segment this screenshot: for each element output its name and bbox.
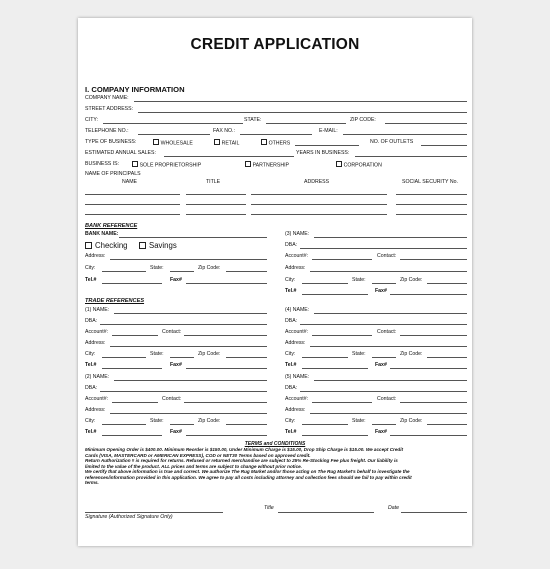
trade-account-field[interactable]	[112, 402, 158, 403]
trade-contact-field[interactable]	[400, 402, 467, 403]
checkbox-icon[interactable]	[153, 139, 159, 145]
trade-address-label: Address:	[85, 340, 106, 346]
checkbox-icon[interactable]	[85, 242, 92, 249]
trade-contact-field[interactable]	[184, 402, 267, 403]
annual-sales-field[interactable]	[164, 156, 294, 157]
bank-fax-label: Fax#	[170, 277, 182, 283]
principal-field[interactable]	[396, 214, 467, 215]
trade-state-label: State:	[150, 418, 164, 424]
zip-label: ZIP CODE:	[350, 117, 376, 123]
trade-zip-label: Zip Code:	[400, 351, 423, 357]
email-field[interactable]	[343, 134, 467, 135]
telephone-label: TELEPHONE NO.:	[85, 128, 129, 134]
trade-city-field[interactable]	[102, 357, 146, 358]
bank-name-label: BANK NAME:	[85, 231, 119, 237]
outlets-label: NO. OF OUTLETS	[370, 139, 414, 145]
ref3-tel-field[interactable]	[302, 294, 368, 295]
street-address-label: STREET ADDRESS:	[85, 106, 134, 112]
ref3-account-label: Account#:	[285, 253, 309, 259]
trade-account-label: Account#:	[285, 329, 309, 335]
trade-city-label: City:	[85, 418, 96, 424]
principal-field[interactable]	[251, 204, 387, 205]
ref3-zip-label: Zip Code:	[400, 277, 423, 283]
title-field[interactable]	[278, 512, 374, 513]
trade-address-label: Address:	[285, 340, 306, 346]
email-label: E-MAIL:	[319, 128, 338, 134]
trade-tel-field[interactable]	[102, 368, 162, 369]
trade-state-label: State:	[150, 351, 164, 357]
principal-field[interactable]	[186, 194, 246, 195]
trade-tel-label: Tel.#	[285, 362, 297, 368]
trade-name-field[interactable]	[114, 380, 267, 381]
bank-name-field[interactable]	[119, 237, 267, 238]
business-type-label: TYPE OF BUSINESS:	[85, 139, 137, 145]
principal-col-ssn: SOCIAL SECURITY No.	[402, 179, 458, 185]
trade-state-field[interactable]	[170, 357, 194, 358]
terms-line: terms.	[85, 480, 99, 485]
trade-state-field[interactable]	[372, 357, 396, 358]
ref3-tel-label: Tel.#	[285, 288, 297, 294]
trade-name-label: (1) NAME:	[85, 307, 110, 313]
principal-field[interactable]	[186, 214, 246, 215]
trade-zip-field[interactable]	[226, 357, 267, 358]
terms-line: limited to the value of the product. ALL prices and terms are subject to change without prior notice.	[85, 463, 302, 469]
ref3-name-field[interactable]	[314, 237, 467, 238]
trade-dba-label: DBA:	[285, 318, 298, 324]
signature-field[interactable]	[85, 512, 223, 513]
trade-state-field[interactable]	[170, 424, 194, 425]
ref3-name-label: (3) NAME:	[285, 231, 310, 237]
trade-address-field[interactable]	[110, 346, 267, 347]
bank-state-field[interactable]	[170, 271, 194, 272]
trade-city-label: City:	[285, 418, 296, 424]
trade-fax-label: Fax#	[170, 429, 182, 435]
trade-city-label: City:	[85, 351, 96, 357]
trade-tel-label: Tel.#	[85, 362, 97, 368]
company-section-heading: I. COMPANY INFORMATION	[85, 85, 185, 94]
trade-name-label: (2) NAME:	[85, 374, 110, 380]
ref3-dba-field[interactable]	[300, 248, 467, 249]
trade-zip-field[interactable]	[226, 424, 267, 425]
bank-address-field[interactable]	[110, 259, 267, 260]
trade-account-field[interactable]	[312, 335, 372, 336]
trade-city-field[interactable]	[102, 424, 146, 425]
telephone-field[interactable]	[138, 134, 210, 135]
city-label: CITY:	[85, 117, 98, 123]
principal-field[interactable]	[85, 204, 180, 205]
trade-references-heading: TRADE REFERENCES	[85, 298, 145, 304]
trade-name-label: (4) NAME:	[285, 307, 310, 313]
bank-city-field[interactable]	[102, 271, 146, 272]
bank-tel-field[interactable]	[102, 283, 162, 284]
bank-fax-field[interactable]	[186, 283, 267, 284]
trade-fax-label: Fax#	[170, 362, 182, 368]
bank-address-label: Address:	[85, 253, 106, 259]
checkbox-icon[interactable]	[336, 161, 342, 167]
trade-account-field[interactable]	[312, 402, 372, 403]
trade-fax-label: Fax#	[375, 362, 387, 368]
trade-dba-field[interactable]	[100, 324, 267, 325]
city-field[interactable]	[103, 123, 243, 124]
trade-zip-field[interactable]	[427, 424, 467, 425]
terms-line: Return Authorization # is required for returns. Refused or returned merchandise are subject to 25% Re-Stocking Fee plus freight. Our liability is	[85, 458, 398, 463]
principal-field[interactable]	[396, 204, 467, 205]
ref3-state-field[interactable]	[372, 283, 396, 284]
trade-address-field[interactable]	[110, 413, 267, 414]
principal-field[interactable]	[396, 194, 467, 195]
ref3-address-label: Address:	[285, 265, 306, 271]
trade-name-field[interactable]	[114, 313, 267, 314]
savings-option[interactable]: Savings	[139, 241, 177, 250]
ref3-city-field[interactable]	[302, 283, 348, 284]
fax-label: FAX NO.:	[213, 128, 235, 134]
checkbox-icon[interactable]	[139, 242, 146, 249]
bank-reference-heading: BANK REFERENCE	[85, 223, 138, 229]
annual-sales-label: ESTIMATED ANNUAL SALES:	[85, 150, 156, 156]
company-name-label: COMPANY NAME:	[85, 95, 129, 101]
terms-line: We certify that above information is true and correct. We authorize The Rug Market and/or those acting on The Rug Market's behalf to investigate the	[85, 469, 410, 474]
trade-dba-field[interactable]	[100, 391, 267, 392]
trade-fax-field[interactable]	[186, 368, 267, 369]
outlets-field[interactable]	[421, 145, 467, 146]
retail-option[interactable]: RETAIL	[214, 139, 239, 146]
terms-heading: TERMS and CONDITIONS	[244, 441, 306, 447]
ref3-contact-field[interactable]	[400, 259, 467, 260]
fax-field[interactable]	[240, 134, 312, 135]
date-label: Date	[388, 505, 399, 511]
terms-line: references/information provided in this application. We agree to pay all costs including attorney and collection fees should we fail to pay within credit	[85, 474, 412, 480]
trade-contact-label: Contact:	[377, 329, 397, 335]
terms-line: Cards (VISA, MASTERCARD or AMERICAN EXPRESS), COD or NET30 Terms based on approved credit.	[85, 452, 311, 458]
principal-col-name: NAME	[122, 179, 137, 185]
bank-tel-label: Tel.#	[85, 277, 97, 283]
principal-field[interactable]	[251, 194, 387, 195]
trade-tel-field[interactable]	[302, 368, 368, 369]
bank-state-label: State:	[150, 265, 164, 271]
page-title: CREDIT APPLICATION	[190, 36, 360, 53]
trade-address-field[interactable]	[310, 346, 467, 347]
ref3-state-label: State:	[352, 277, 366, 283]
checkbox-icon[interactable]	[261, 139, 267, 145]
trade-name-label: (5) NAME:	[285, 374, 310, 380]
trade-contact-label: Contact:	[162, 396, 182, 402]
partnership-option[interactable]: PARTNERSHIP	[245, 161, 289, 168]
trade-city-label: City:	[285, 351, 296, 357]
signature-label: Signature (Authorized Signature Only)	[85, 514, 173, 520]
trade-name-field[interactable]	[314, 313, 467, 314]
principal-field[interactable]	[85, 214, 180, 215]
ref3-city-label: City:	[285, 277, 296, 283]
trade-fax-field[interactable]	[390, 435, 467, 436]
years-label: YEARS IN BUSINESS:	[296, 150, 350, 156]
ref3-dba-label: DBA:	[285, 242, 298, 248]
street-address-field[interactable]	[138, 112, 467, 113]
trade-fax-label: Fax#	[375, 429, 387, 435]
principal-field[interactable]	[186, 204, 246, 205]
trade-contact-field[interactable]	[184, 335, 267, 336]
principal-col-address: ADDRESS	[304, 179, 330, 185]
principal-field[interactable]	[251, 214, 387, 215]
trade-account-label: Account#:	[85, 329, 109, 335]
trade-city-field[interactable]	[302, 424, 348, 425]
trade-zip-field[interactable]	[427, 357, 467, 358]
ref3-contact-label: Contact:	[377, 253, 397, 259]
terms-line: Minimum Opening Order is $400.00. Minimum Reorder is $150.00, Under Minimum Charge is $15.00, Drop Ship Charge is $15.00. We accept Credit	[85, 447, 404, 452]
corporation-option[interactable]: CORPORATION	[336, 161, 382, 168]
trade-account-label: Account#:	[85, 396, 109, 402]
others-option[interactable]: OTHERS	[261, 139, 290, 146]
checking-option[interactable]: Checking	[85, 241, 128, 250]
terms-block	[85, 447, 412, 486]
trade-address-label: Address:	[285, 407, 306, 413]
trade-tel-field[interactable]	[102, 435, 162, 436]
checkbox-icon[interactable]	[214, 139, 220, 145]
state-label: STATE:	[244, 117, 262, 123]
trade-contact-label: Contact:	[162, 329, 182, 335]
credit-application-form	[78, 18, 472, 546]
zip-field[interactable]	[385, 123, 467, 124]
trade-zip-label: Zip Code:	[400, 418, 423, 424]
trade-dba-label: DBA:	[85, 385, 98, 391]
trade-tel-label: Tel.#	[285, 429, 297, 435]
bank-zip-label: Zip Code:	[198, 265, 221, 271]
trade-state-label: State:	[352, 418, 366, 424]
trade-tel-label: Tel.#	[85, 429, 97, 435]
ref3-fax-label: Fax#	[375, 288, 387, 294]
principal-field[interactable]	[85, 194, 180, 195]
years-field[interactable]	[355, 156, 467, 157]
trade-address-field[interactable]	[310, 413, 467, 414]
ref3-address-field[interactable]	[310, 271, 467, 272]
sole-proprietorship-option[interactable]: SOLE PROPRIETORSHIP	[132, 161, 201, 168]
trade-tel-field[interactable]	[302, 435, 368, 436]
state-field[interactable]	[266, 123, 346, 124]
ref3-zip-field[interactable]	[427, 283, 467, 284]
trade-address-label: Address:	[85, 407, 106, 413]
others-field[interactable]	[295, 145, 359, 146]
checkbox-icon[interactable]	[245, 161, 251, 167]
trade-dba-field[interactable]	[300, 324, 467, 325]
trade-zip-label: Zip Code:	[198, 418, 221, 424]
title-label: Title	[264, 505, 274, 511]
trade-fax-field[interactable]	[390, 368, 467, 369]
bank-zip-field[interactable]	[226, 271, 267, 272]
trade-account-label: Account#:	[285, 396, 309, 402]
business-is-label: BUSINESS IS:	[85, 161, 120, 167]
trade-fax-field[interactable]	[186, 435, 267, 436]
date-field[interactable]	[401, 512, 467, 513]
principals-label: NAME OF PRINCIPALS	[85, 171, 141, 177]
ref3-fax-field[interactable]	[390, 294, 467, 295]
principal-col-title: TITLE	[206, 179, 221, 185]
checkbox-icon[interactable]	[132, 161, 138, 167]
trade-dba-field[interactable]	[300, 391, 467, 392]
wholesale-option[interactable]: WHOLESALE	[153, 139, 193, 146]
company-name-field[interactable]	[134, 101, 467, 102]
ref3-account-field[interactable]	[312, 259, 372, 260]
trade-account-field[interactable]	[112, 335, 158, 336]
trade-contact-label: Contact:	[377, 396, 397, 402]
trade-zip-label: Zip Code:	[198, 351, 221, 357]
trade-dba-label: DBA:	[285, 385, 298, 391]
trade-city-field[interactable]	[302, 357, 348, 358]
trade-name-field[interactable]	[314, 380, 467, 381]
trade-state-field[interactable]	[372, 424, 396, 425]
trade-contact-field[interactable]	[400, 335, 467, 336]
trade-state-label: State:	[352, 351, 366, 357]
trade-dba-label: DBA:	[85, 318, 98, 324]
bank-city-label: City:	[85, 265, 96, 271]
